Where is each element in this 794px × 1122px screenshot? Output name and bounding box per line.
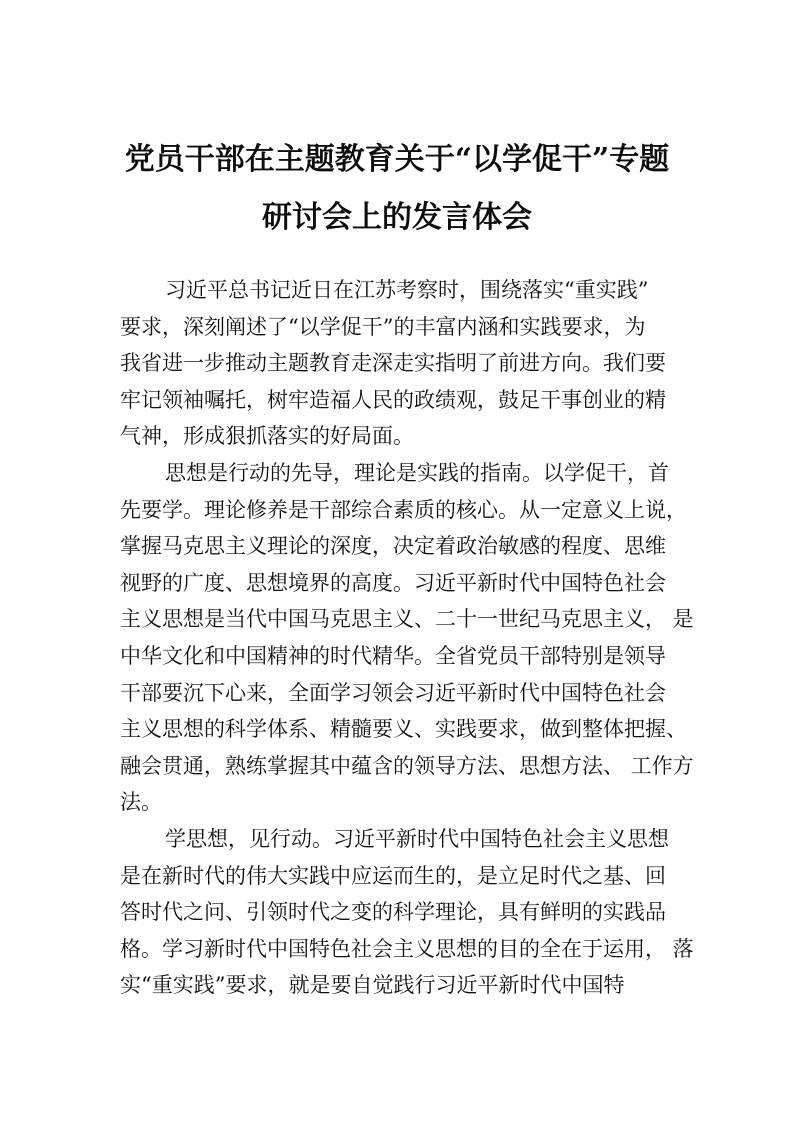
paragraph-line: 实“重实践”要求，就是要自觉践行习近平新时代中国特 [120, 973, 625, 998]
paragraph-line: 牢记领袖嘱托，树牢造福人民的政绩观，鼓足干事创业的精 [120, 387, 666, 412]
document-body [120, 272, 700, 1004]
paragraph-line: 格。学习新时代中国特色社会主义思想的目的全在于运用， 落 [120, 936, 694, 961]
document-title-line-1: 党员干部在主题教育关于“以学促干”专题 [124, 142, 670, 177]
paragraph-line: 干部要沉下心来，全面学习领会习近平新时代中国特色社会 [120, 680, 666, 705]
paragraph-line: 习近平总书记近日在江苏考察时，围绕落实“重实践” [165, 278, 649, 302]
paragraph-1 [120, 272, 700, 455]
paragraph-line: 掌握马克思主义理论的深度，决定着政治敏感的程度、思维 [120, 534, 666, 559]
paragraph-line: 答时代之问、引领时代之变的科学理论，具有鲜明的实践品 [120, 900, 666, 925]
paragraph-line: 我省进一步推动主题教育走深走实指明了前进方向。我们要 [120, 351, 666, 376]
paragraph-line: 是在新时代的伟大实践中应运而生的，是立足时代之基、回 [120, 863, 666, 888]
paragraph-line: 思想是行动的先导，理论是实践的指南。以学促干，首 [165, 460, 669, 485]
paragraph-line: 要求，深刻阐述了“以学促干”的丰富内涵和实践要求，为 [120, 314, 646, 339]
paragraph-line: 主义思想是当代中国马克思主义、二十一世纪马克思主义， 是 [120, 607, 694, 632]
paragraph-2 [120, 455, 700, 821]
paragraph-3 [120, 821, 700, 1004]
paragraph-line: 学思想，见行动。习近平新时代中国特色社会主义思想 [165, 826, 669, 851]
paragraph-line: 先要学。理论修养是干部综合素质的核心。从一定意义上说， [120, 497, 687, 522]
paragraph-line: 主义思想的科学体系、精髓要义、实践要求，做到整体把握、 [120, 717, 687, 742]
paragraph-line: 融会贯通，熟练掌握其中蕴含的领导方法、思想方法、 工作方 [120, 753, 694, 778]
paragraph-line: 法。 [120, 790, 162, 815]
paragraph-line: 气神，形成狠抓落实的好局面。 [120, 424, 414, 449]
paragraph-line: 中华文化和中国精神的时代精华。全省党员干部特别是领导 [120, 643, 666, 668]
document-title-line-2: 研讨会上的发言体会 [262, 200, 532, 235]
paragraph-line: 视野的广度、思想境界的高度。习近平新时代中国特色社会 [120, 570, 666, 595]
